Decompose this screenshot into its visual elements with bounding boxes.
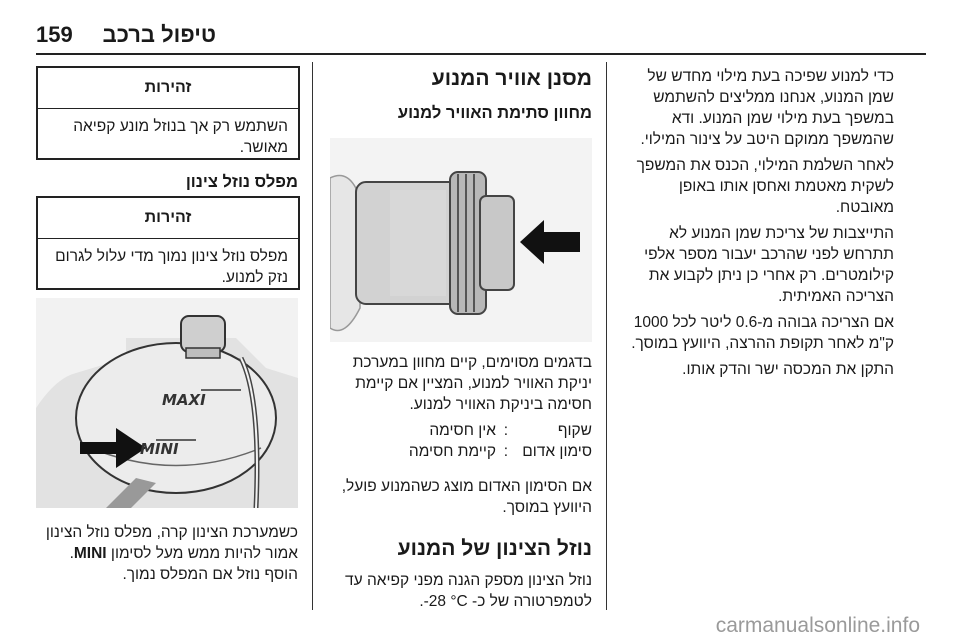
coolant-level-instructions (36, 522, 298, 585)
caution-title: זהירות (38, 68, 298, 109)
tank-min-label: MINI (140, 440, 179, 458)
air-filter-indicator-drawing (330, 138, 592, 342)
caution-box-coolant-level (36, 196, 300, 290)
column-divider-right (606, 62, 607, 610)
coolant-para-prefix: כשמערכת הצינון קרה, מפלס נוזל הצינון אמור להיות ממש מעל לסימון (45, 524, 298, 562)
page-header (0, 0, 960, 50)
air-filter-indicator-illustration (330, 138, 592, 342)
funnel-storage-paragraph: לאחר השלמת המילוי, הכנס את המשפך לשקית מאטמת ואחסן אותו באופן מאובטח. (636, 157, 894, 216)
air-filter-indicator-subheading: מחוון סתימת האוויר למנוע (397, 104, 592, 122)
coolant-tank-illustration (36, 298, 298, 508)
watermark: carmanualsonline.info (715, 614, 920, 637)
right-column (620, 66, 894, 380)
oil-funnel-paragraph: כדי למנוע שפיכה בעת מילוי מחדש של שמן המנוע, אנחנו ממליצים להשתמש במשפך בעת מילוי שמן המנוע. ודא שהמשפך ממוקם היטב על צינור המילוי. (640, 68, 894, 148)
caution-title: זהירות (38, 198, 298, 239)
middle-column (326, 66, 592, 124)
legend-colon: : (503, 443, 508, 460)
caution-box-antifreeze (36, 66, 300, 160)
coolant-level-paragraph (36, 522, 298, 585)
middle-column-lower (326, 352, 592, 612)
coolant-para-min-mark: MINI (73, 545, 107, 562)
legend-key: שקוף (557, 422, 592, 439)
section-title: טיפול ברכב (102, 22, 216, 47)
page-number: 159 (36, 22, 73, 47)
legend-row (326, 420, 592, 441)
coolant-level-section (36, 171, 298, 193)
coolant-level-subheading: מפלס נוזל צינון (185, 173, 298, 191)
coolant-protection-paragraph: נוזל הצינון מספק הגנה מפני קפיאה עד לטמפרטורה של כ- ‎-28 °C. (345, 572, 592, 610)
coolant-heading: נוזל הצינון של המנוע (397, 537, 592, 560)
coolant-para-suffix: . הוסף נוזל אם המפלס נמוך. (69, 545, 298, 583)
column-divider-left (312, 62, 313, 610)
header-rule (36, 53, 926, 55)
red-mark-paragraph: אם הסימון האדום מוצג כשהמנוע פועל, היוועץ במוסך. (341, 478, 592, 516)
indicator-description: בדגמים מסוימים, קיים מחוון במערכת יניקת האוויר למנוע, המציין אם קיימת חסימה ביניקת האוויר למנוע. (352, 354, 592, 413)
tank-max-label: MAXI (162, 391, 206, 409)
legend-key: סימון אדום (522, 443, 592, 460)
oil-consumption-paragraph: התייצבות של צריכת שמן המנוע לא תתרחש לפני שהרכב יעבור מספר אלפי קילומטרים. רק אחרי כן ניתן לקבוע את הצריכה האמיתית. (644, 225, 894, 305)
legend-row (326, 441, 592, 462)
consumption-limit-paragraph: אם הצריכה גבוהה מ-0.6 ליטר לכל 1000 ק"מ לאחר תקופת ההרצה, היוועץ במוסך. (631, 314, 894, 352)
indicator-legend (326, 420, 592, 462)
legend-value: אין חסימה (429, 422, 496, 439)
cap-install-paragraph: התקן את המכסה ישר והדק אותו. (682, 361, 894, 378)
legend-value: קיימת חסימה (408, 443, 496, 460)
caution-text: מפלס נוזל צינון נמוך מדי עלול לגרום נזק למנוע. (55, 248, 288, 286)
legend-colon: : (503, 422, 508, 439)
caution-text: השתמש רק אך בנוזל מונע קפיאה מאושר. (73, 118, 288, 156)
air-filter-heading: מסנן אוויר המנוע (431, 67, 592, 90)
